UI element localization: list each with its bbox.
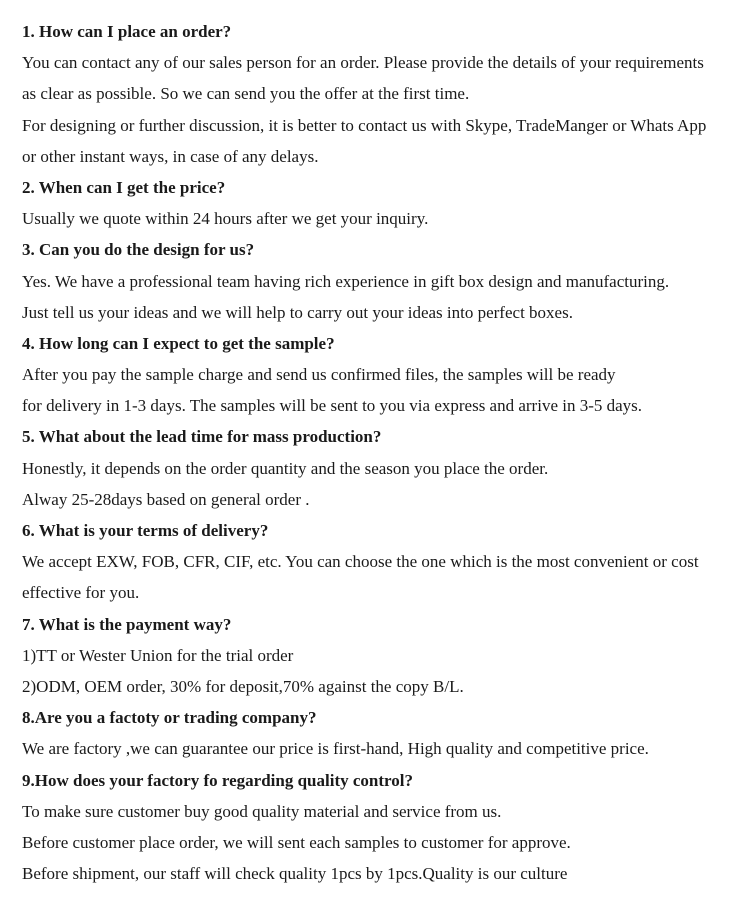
faq-question-3: 3. Can you do the design for us? <box>22 240 255 260</box>
faq-answer-1-line-3: For designing or further discussion, it is better to contact us with Skype, TradeManger or Whats App <box>22 115 707 135</box>
faq-answer-3-line-2: Just tell us your ideas and we will help to carry out your ideas into perfect boxes. <box>22 302 573 322</box>
faq-question-6: 6. What is your terms of delivery? <box>22 521 269 540</box>
faq-answer-7-line-2: 2)ODM, OEM order, 30% for deposit,70% against the copy B/L. <box>22 676 464 696</box>
faq-question-2: 2. When can I get the price? <box>22 177 226 197</box>
faq-answer-1-line-4: or other instant ways, in case of any delays. <box>22 146 319 166</box>
faq-document <box>22 16 742 889</box>
faq-answer-3-line-1: Yes. We have a professional team having rich experience in gift box design and manufacturing. <box>22 271 670 291</box>
faq-answer-5-line-1: Honestly, it depends on the order quantity and the season you place the order. <box>22 458 549 478</box>
faq-answer-7-line-1: 1)TT or Wester Union for the trial order <box>22 645 294 665</box>
faq-answer-6-line-1: We accept EXW, FOB, CFR, CIF, etc. You can choose the one which is the most convenient or cost <box>22 552 699 572</box>
faq-question-7: 7. What is the payment way? <box>22 614 232 634</box>
faq-question-4: 4. How long can I expect to get the sample? <box>22 333 335 353</box>
faq-answer-9-line-1: To make sure customer buy good quality material and service from us. <box>22 801 502 821</box>
faq-question-8: 8.Are you a factoty or trading company? <box>22 708 317 728</box>
faq-question-5: 5. What about the lead time for mass production? <box>22 427 382 447</box>
faq-answer-9-line-2: Before customer place order, we will sent each samples to customer for approve. <box>22 832 571 852</box>
faq-answer-9-line-3: Before shipment, our staff will check quality 1pcs by 1pcs.Quality is our culture <box>22 864 568 884</box>
faq-answer-8-line-1: We are factory ,we can guarantee our price is first-hand, High quality and competitive price. <box>22 739 649 759</box>
faq-answer-4-line-1: After you pay the sample charge and send us confirmed files, the samples will be ready <box>22 365 616 385</box>
faq-answer-5-line-2: Alway 25-28days based on general order . <box>22 489 310 509</box>
faq-answer-6-line-2: effective for you. <box>22 583 140 603</box>
faq-question-1: 1. How can I place an order? <box>22 22 232 41</box>
faq-answer-2-line-1: Usually we quote within 24 hours after we get your inquiry. <box>22 209 429 229</box>
faq-answer-4-line-2: for delivery in 1-3 days. The samples will be sent to you via express and arrive in 3-5 days. <box>22 396 643 416</box>
faq-question-9: 9.How does your factory fo regarding quality control? <box>22 770 413 790</box>
faq-answer-1-line-1: You can contact any of our sales person for an order. Please provide the details of your requirements <box>22 53 704 73</box>
faq-answer-1-line-2: as clear as possible. So we can send you the offer at the first time. <box>22 84 470 104</box>
